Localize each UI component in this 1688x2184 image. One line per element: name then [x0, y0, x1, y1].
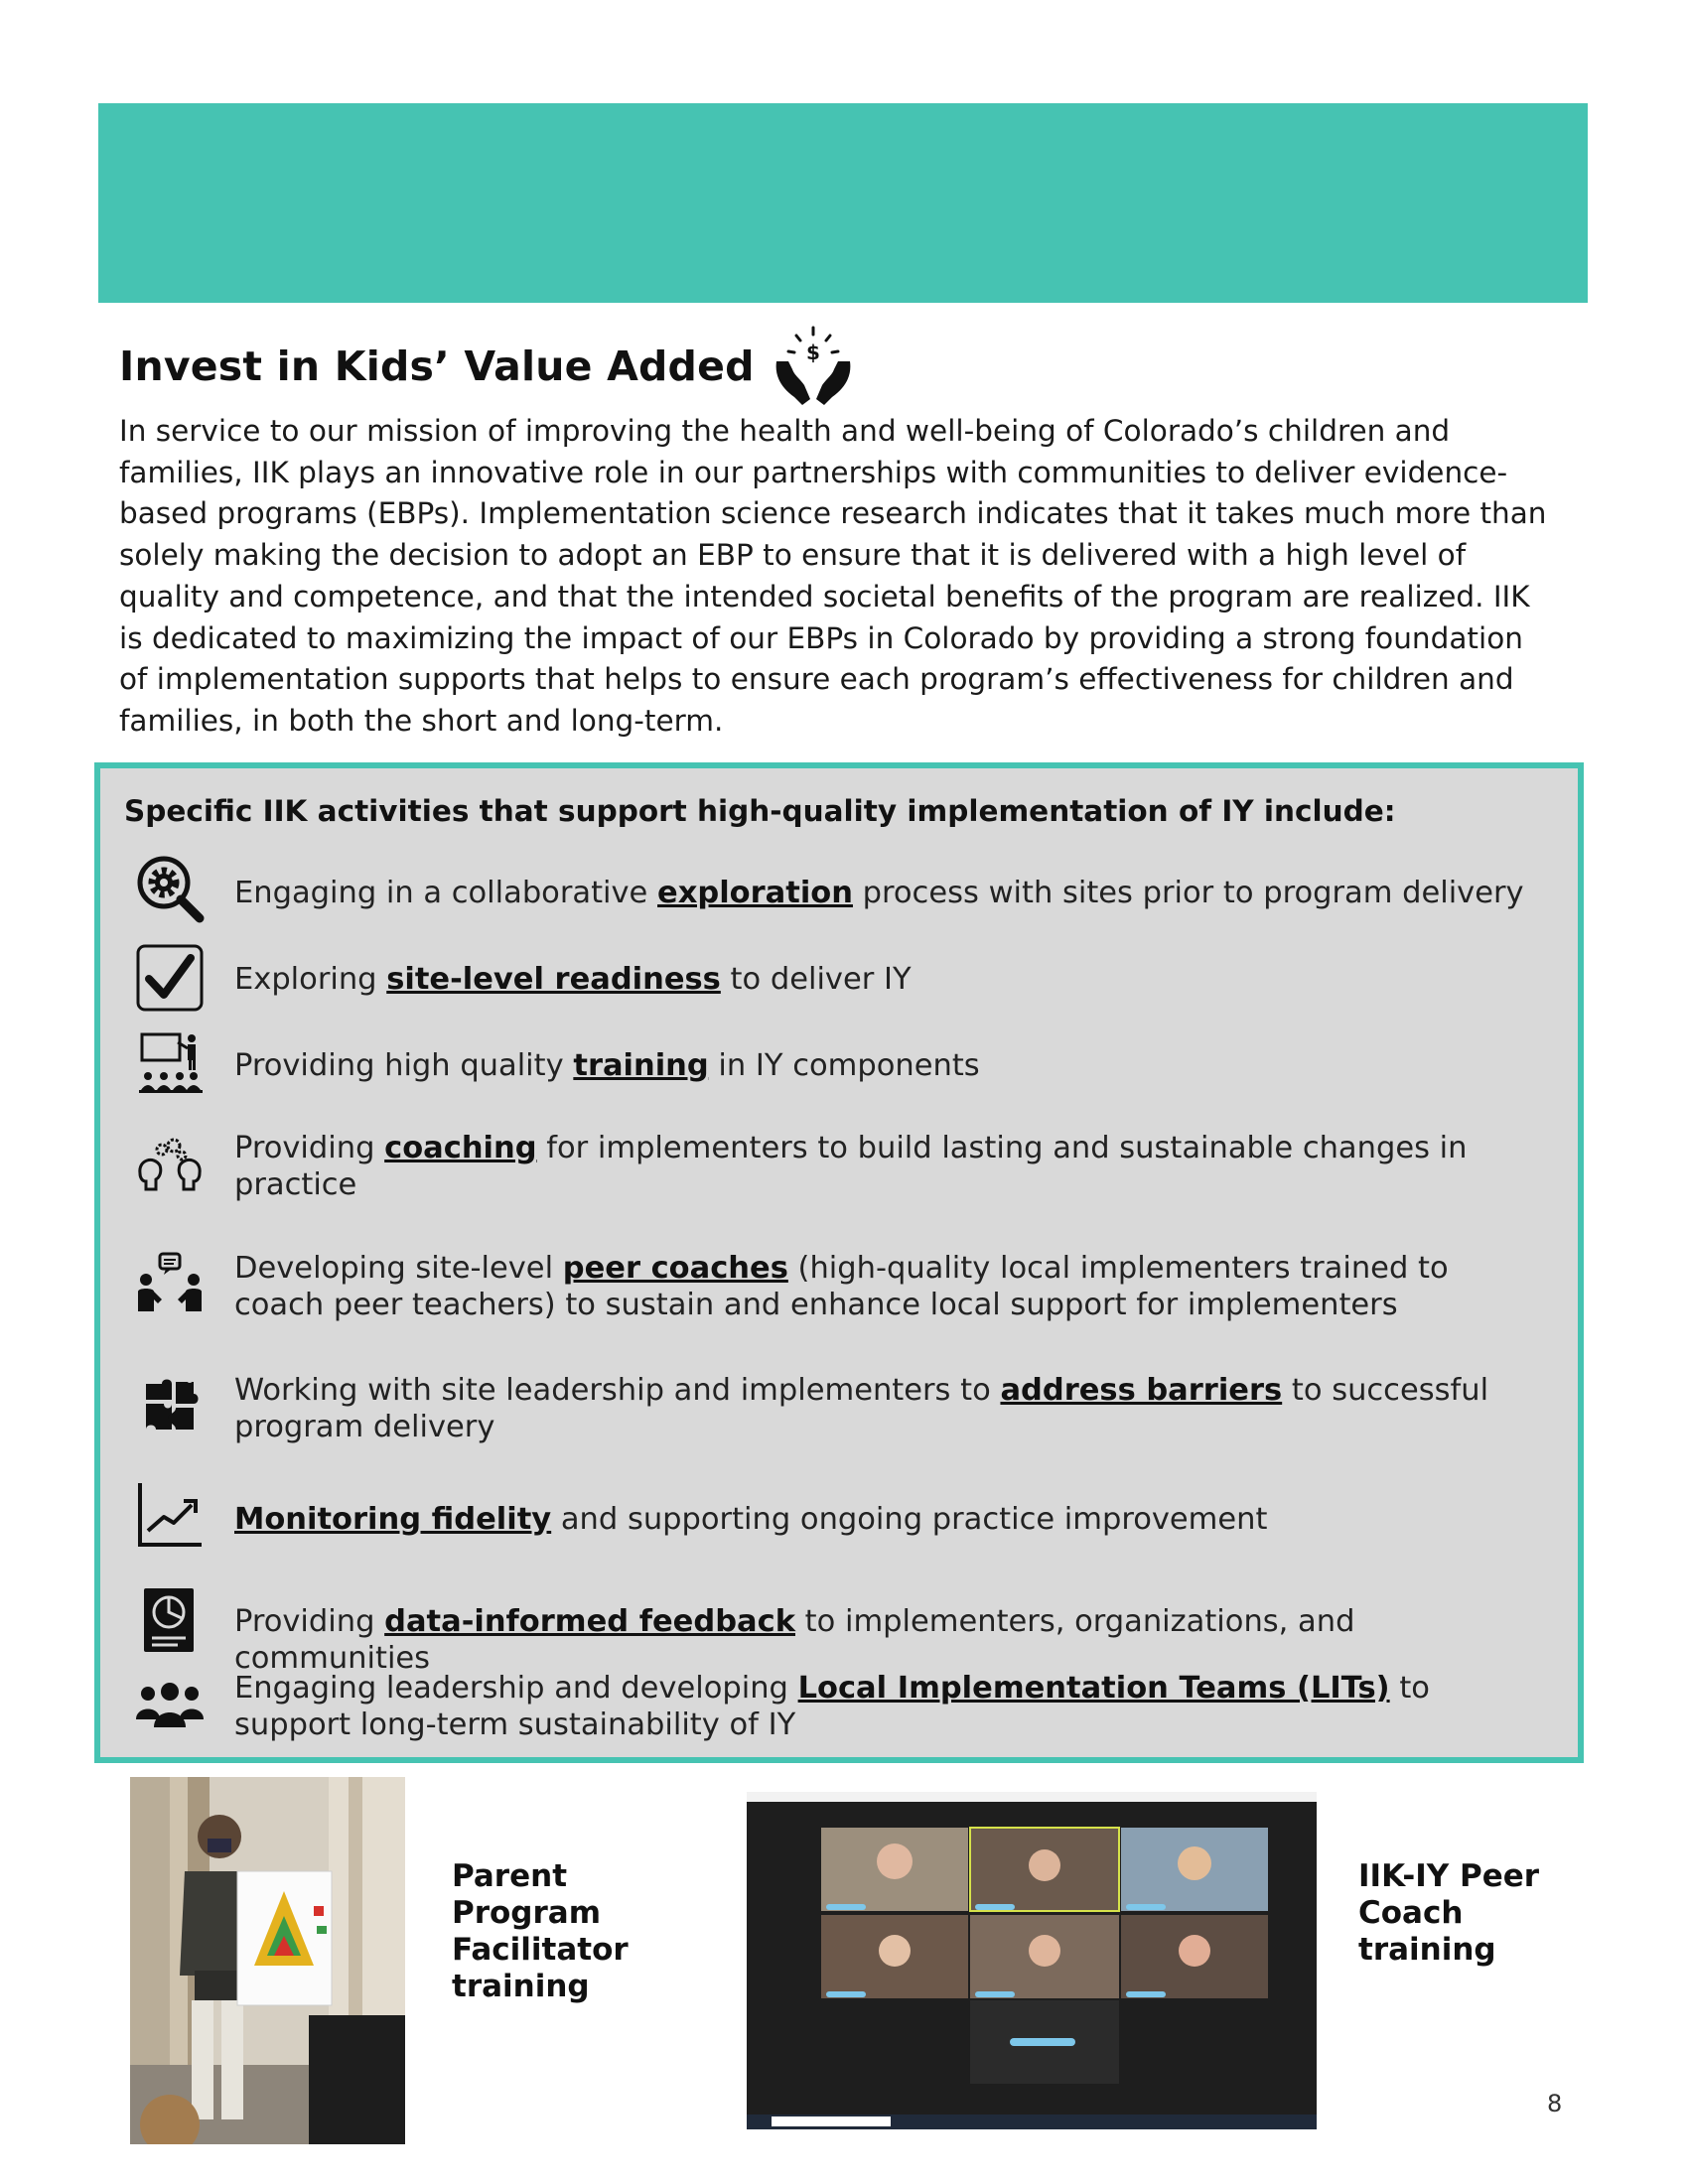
activity-item [100, 853, 1578, 932]
title-row [119, 324, 856, 409]
classroom-training-icon [134, 1028, 206, 1100]
puzzle-pieces-icon [134, 1372, 206, 1443]
two-heads-gears-icon [134, 1130, 206, 1201]
activity-keyword: training [573, 1048, 709, 1083]
activity-keyword: data-informed feedback [384, 1604, 795, 1639]
activity-keyword: peer coaches [562, 1251, 788, 1286]
hands-money-icon [771, 324, 856, 409]
facilitator-photo-graphic [130, 1777, 405, 2144]
activity-keyword: Local Implementation Teams (LITs) [797, 1671, 1390, 1706]
page-title: Invest in Kids’ Value Added [119, 342, 755, 390]
activity-text: Exploring site-level readiness to deliver IY [234, 962, 912, 997]
peer-conversation-icon [134, 1250, 206, 1321]
intro-paragraph: In service to our mission of improving the health and well-being of Colorado’s children and families, IIK plays an innovative role in our partnerships with communities to deliver evidence-based programs (EBPs). Implementation science research indicates that it takes much more than solely making the decision to adopt an EBP to ensure that it is delivered with a high level of quality and competence, and that the intended societal benefits of the program are realized. IIK is dedicated to maximizing the impact of our EBPs in Colorado by providing a strong foundation of implementation supports that helps to ensure each program’s effectiveness for children and families, in both the short and long-term. [119, 414, 1547, 738]
activities-panel [94, 762, 1584, 1763]
activity-item [100, 1479, 1578, 1559]
activity-item [100, 1028, 1578, 1108]
activity-item [100, 942, 1578, 1022]
video-call-graphic [747, 1792, 1317, 2129]
search-gear-icon [134, 853, 206, 924]
activities-heading: Specific IIK activities that support high-quality implementation of IY include: [124, 794, 1396, 828]
svg-text:$: $ [805, 341, 820, 364]
activity-item [100, 1130, 1578, 1209]
page-number: 8 [1547, 2090, 1563, 2117]
right-photo-caption: IIK-IY Peer Coach training [1358, 1858, 1540, 1968]
activity-keyword: coaching [384, 1131, 537, 1165]
activity-text: Engaging in a collaborative exploration process with sites prior to program delivery [234, 876, 1524, 910]
activity-keyword: Monitoring fidelity [234, 1502, 552, 1537]
activity-item [100, 1372, 1578, 1451]
left-photo-caption: Parent Program Facilitator training [452, 1858, 629, 2004]
activity-keyword: site-level readiness [386, 962, 721, 997]
activity-item [100, 1670, 1578, 1749]
activity-text: Providing coaching for implementers to build lasting and sustainable changes in practice [234, 1131, 1468, 1202]
peer-coach-training-photo [747, 1792, 1317, 2129]
activity-item [100, 1250, 1578, 1329]
group-people-icon [134, 1670, 206, 1741]
trend-up-chart-icon [134, 1479, 206, 1551]
activity-keyword: address barriers [1000, 1373, 1283, 1408]
activity-text: Developing site-level peer coaches (high-quality local implementers trained to coach peer teachers) to sustain and enhance local support for implementers [234, 1251, 1449, 1322]
activity-text: Providing data-informed feedback to implementers, organizations, and communities [234, 1604, 1355, 1676]
checkbox-icon [134, 942, 206, 1014]
activity-text: Working with site leadership and implementers to address barriers to successful program delivery [234, 1373, 1489, 1444]
activity-keyword: exploration [657, 876, 853, 910]
activity-text: Monitoring fidelity and supporting ongoing practice improvement [234, 1502, 1268, 1537]
activity-item [100, 1584, 1578, 1676]
facilitator-training-photo [130, 1777, 405, 2144]
activity-text: Providing high quality training in IY components [234, 1048, 980, 1083]
header-banner [98, 103, 1588, 303]
report-pie-chart-icon [134, 1584, 206, 1656]
activity-text: Engaging leadership and developing Local Implementation Teams (LITs) to support long-term sustainability of IY [234, 1671, 1430, 1742]
